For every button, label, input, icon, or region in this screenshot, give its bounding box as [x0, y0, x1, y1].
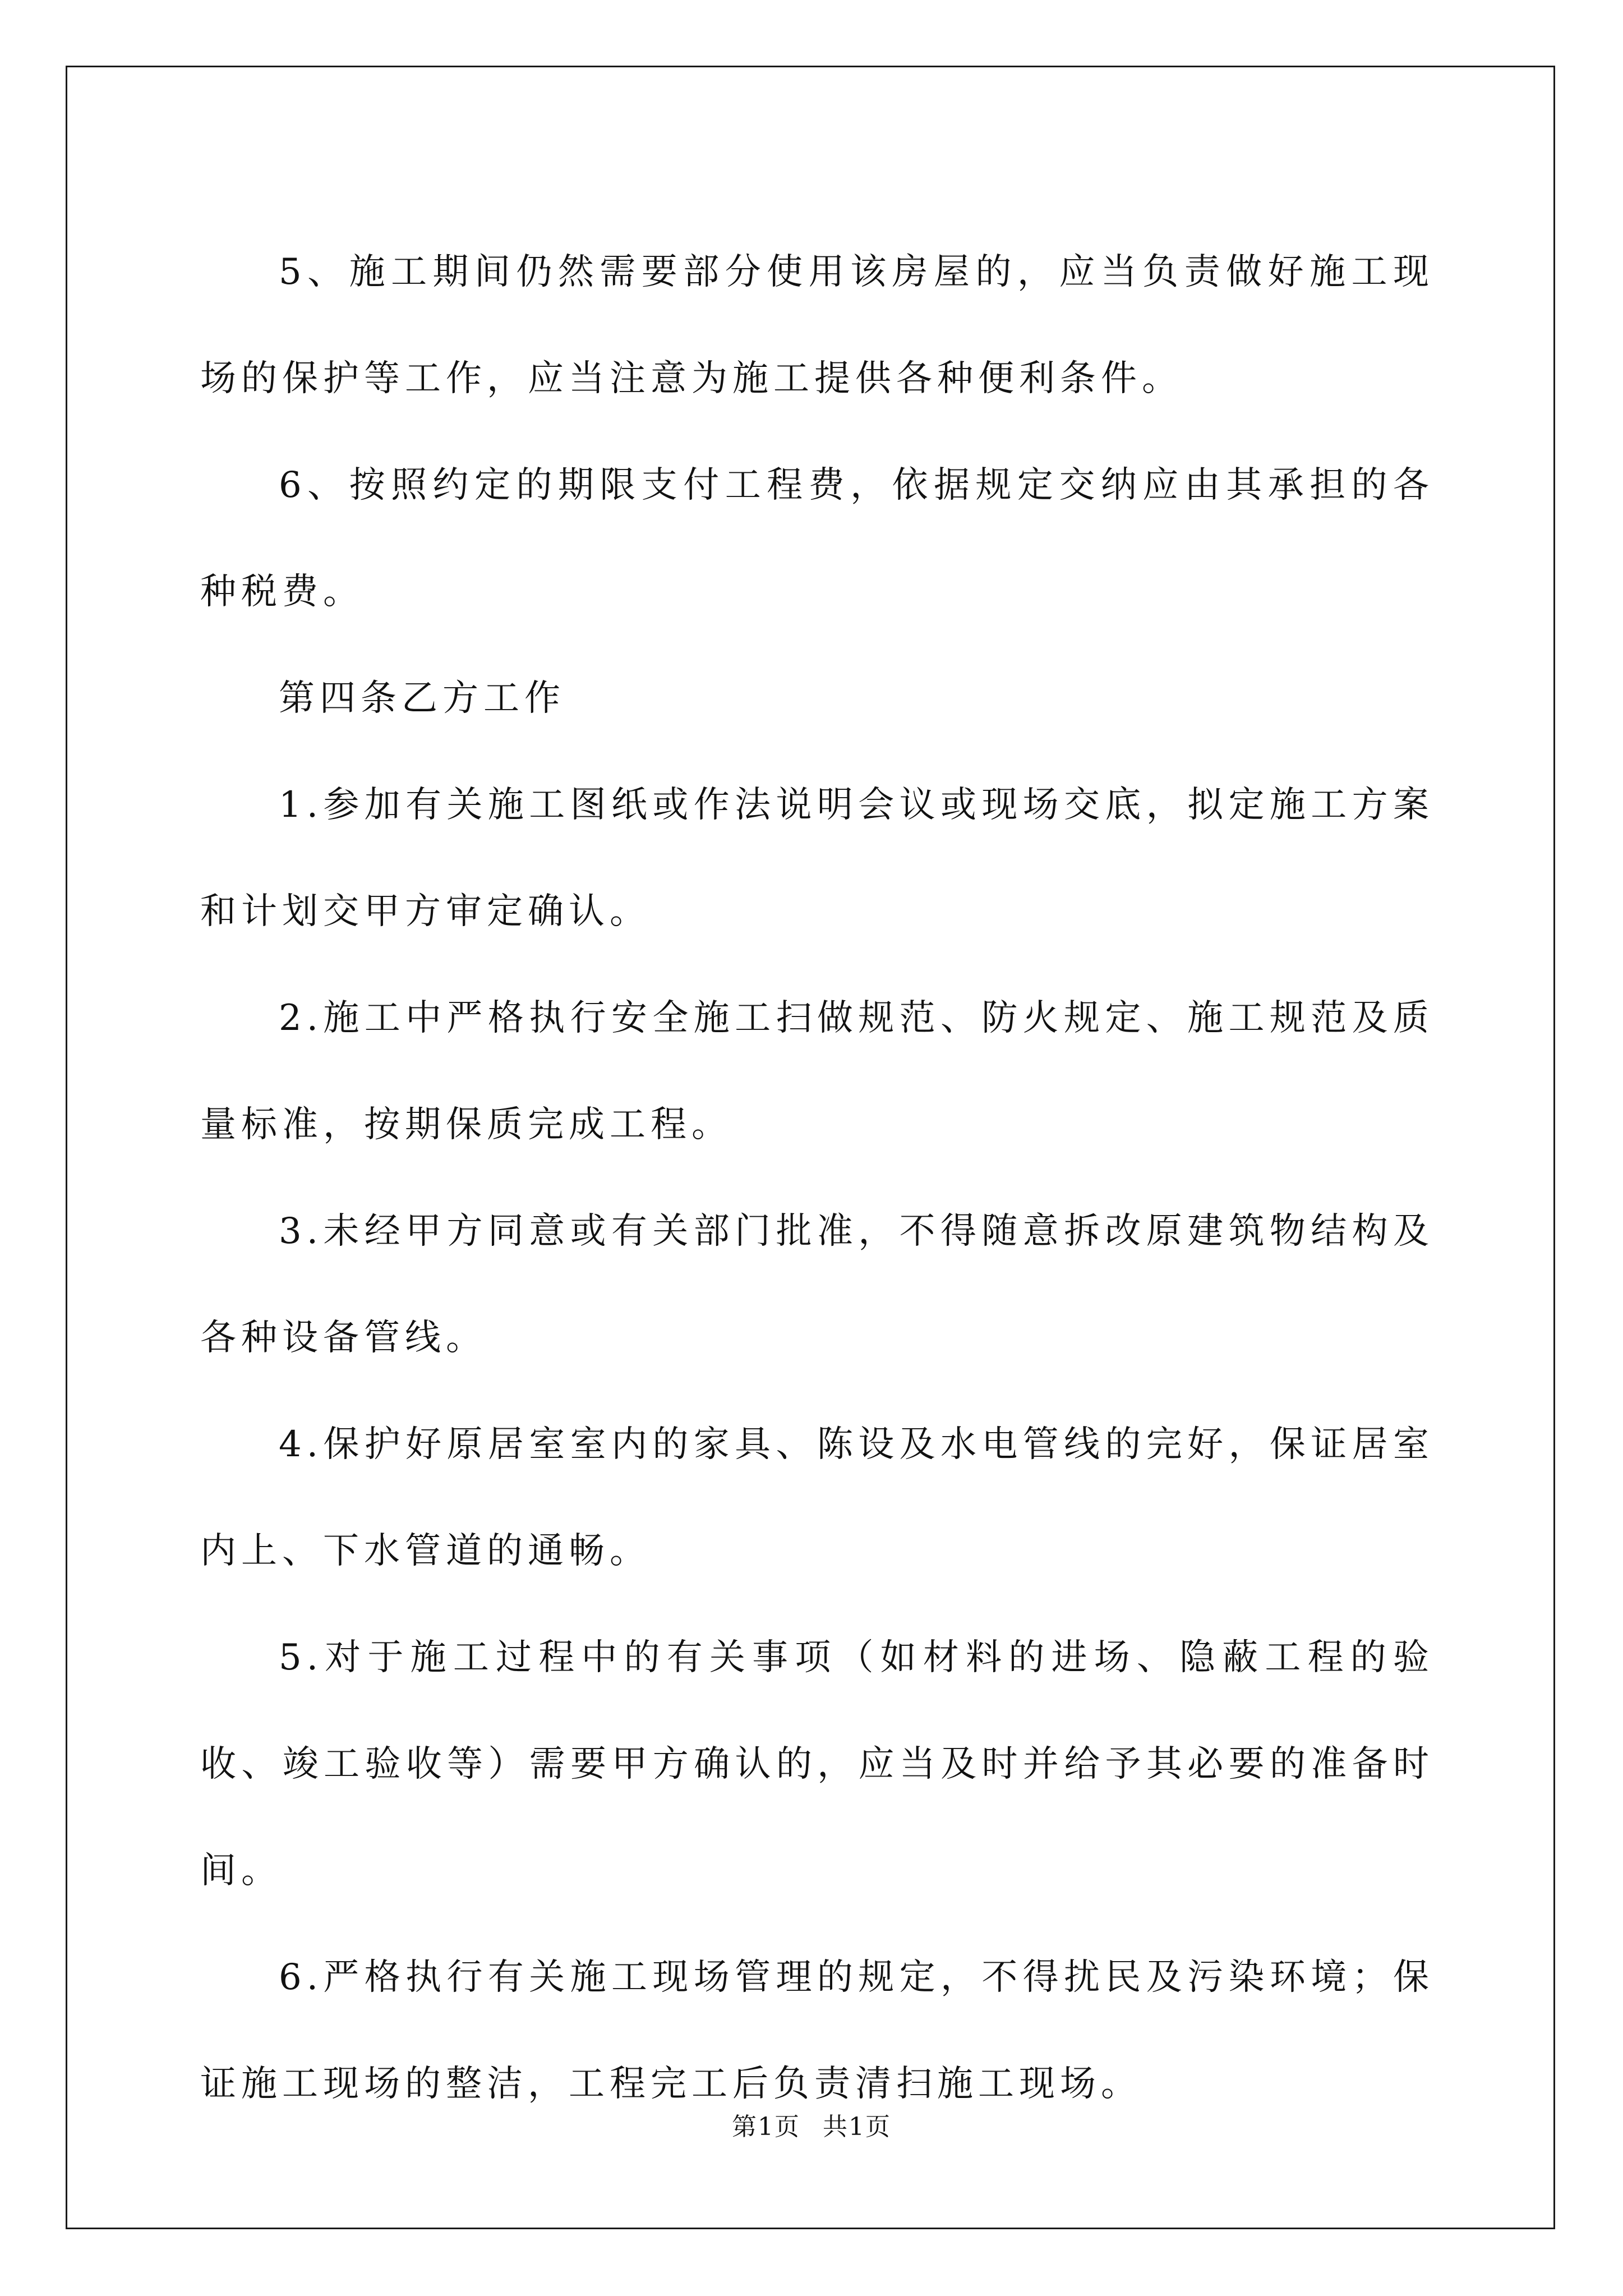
paragraph: 5、施工期间仍然需要部分使用该房屋的，应当负责做好施工现场的保护等工作，应当注意为施工提供各种便利条件。 — [200, 251, 1434, 399]
paragraph: 5.对于施工过程中的有关事项（如材料的进场、隐蔽工程的验收、竣工验收等）需要甲方确认的，应当及时并给予其必要的准备时间。 — [200, 1637, 1434, 1892]
paragraph: 2.施工中严格执行安全施工扫做规范、防火规定、施工规范及质量标准，按期保质完成工程。 — [200, 997, 1434, 1145]
paragraph: 1.参加有关施工图纸或作法说明会议或现场交底，拟定施工方案和计划交甲方审定确认。 — [200, 784, 1434, 932]
page-total: 共1页 — [823, 2113, 891, 2141]
page-number: 第1页 — [732, 2113, 800, 2141]
paragraph: 6.严格执行有关施工现场管理的规定，不得扰民及污染环境；保证施工现场的整洁，工程完工后负责清扫施工现场。 — [200, 1957, 1434, 2105]
page-footer — [0, 2106, 1623, 2142]
paragraph: 3.未经甲方同意或有关部门批准，不得随意拆改原建筑物结构及各种设备管线。 — [200, 1211, 1434, 1359]
document-body — [200, 219, 1434, 2137]
paragraph: 6、按照约定的期限支付工程费，依据规定交纳应由其承担的各种税费。 — [200, 464, 1434, 613]
section-heading: 第四条乙方工作 — [279, 678, 565, 719]
paragraph: 4.保护好原居室室内的家具、陈设及水电管线的完好，保证居室内上、下水管道的通畅。 — [200, 1424, 1434, 1572]
